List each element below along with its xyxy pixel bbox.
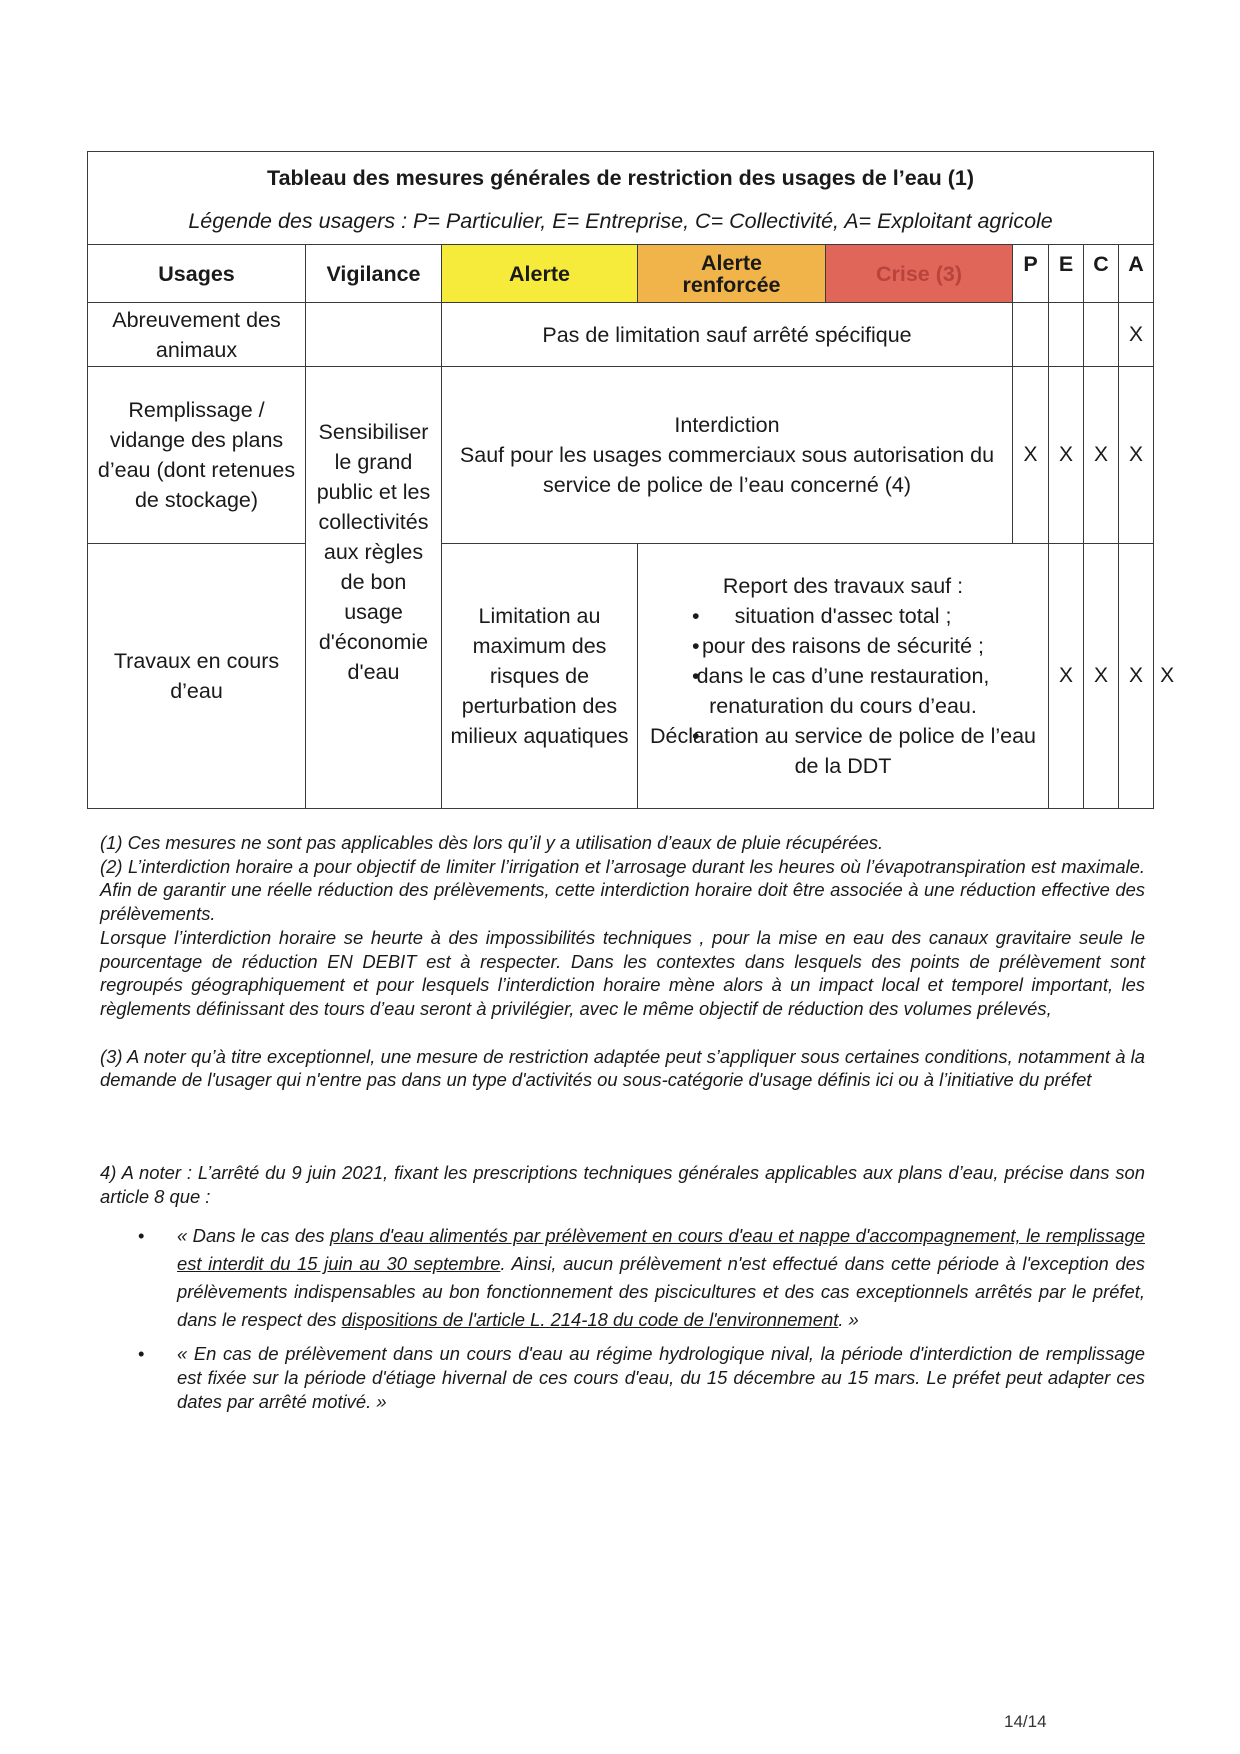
quote-1-mid: . Ainsi, aucun prélèvement n'est effectué dans cette période à l'exception des prélèvements indispensables au bon fonctionnement des piscicultures et des cas exceptionnels arrêtés par le préfet, dans le respect des [177,1253,1146,1331]
usage-cell: Remplissage / vidange des plans d’eau (dont retenues de stockage) [88,367,306,544]
restriction-table [87,151,1175,809]
header-alerte-renforcee-line2: renforcée [682,272,781,297]
list-item: • Déclaration au service de police de l’eau de la DDT [644,721,1042,781]
mark-c: X [1084,367,1119,544]
footnote-1: (1) Ces mesures ne sont pas applicables dès lors qu’il y a utilisation d’eaux de pluie récupérées. [100,832,884,853]
mark-a: X [1119,367,1154,544]
mark-e [1049,303,1084,367]
mesure-exception: Sauf pour les usages commerciaux sous autorisation du service de police de l’eau concerné (4) [459,443,995,497]
renforcee-crise-cell [638,544,1049,809]
mark-c [1084,303,1119,367]
report-travaux-list [644,601,1042,781]
header-vigilance: Vigilance [306,245,442,303]
mark-c: X [1119,544,1154,809]
table-row-travaux: Travaux en cours d’eau Limitation au maximum des risques de perturbation des milieux aquatiques Report des travaux sauf : • situation d'assec total ; • pour des raisons de sécurité ; • dans le cas d’une restauration, renaturation du cours d’eau. • Déclaration au service de police de l’eau de la DDT X X X X [88,544,1154,809]
table-title-cell [88,152,1154,245]
list-item: • pour des raisons de sécurité ; [644,631,1042,661]
footnote-2a: (2) L’interdiction horaire a pour objectif de limiter l’irrigation et l’arrosage durant les heures où l’évapotranspiration est maximale. Afin de garantir une réelle réduction des prélèvements, cette interdiction horaire doit être associée à une réduction effective des prélèvements. [100,855,1145,925]
header-c: C [1084,245,1119,303]
page-number: 14/14 [1004,1712,1047,1731]
footnote-4: 4) A noter : L’arrêté du 9 juin 2021, fixant les prescriptions techniques générales applicables aux plans d’eau, précise dans son article 8 que : [100,1162,1145,1207]
table-legend: Légende des usagers : P= Particulier, E= Entreprise, C= Collectivité, A= Exploitant agricole [188,208,1053,233]
header-alerte-renforcee [638,245,826,303]
header-alerte: Alerte [442,245,638,303]
quote-1-end: . » [838,1309,859,1331]
header-a: A [1119,245,1154,303]
mark-e: X [1084,544,1119,809]
table-title: Tableau des mesures générales de restriction des usages de l’eau (1) [267,165,975,190]
header-usages: Usages [88,245,306,303]
quote-item-2: • « En cas de prélèvement dans un cours d'eau au régime hydrologique nival, la période d'interdiction de remplissage est fixée sur la période d'étiage hivernal de ces cours d'eau, du 15 décembre au 15 mars. Le préfet peut adapter ces dates par arrêté motivé. » [100,1342,1145,1413]
header-crise: Crise (3) [826,245,1013,303]
quote-item-1 [100,1222,1145,1334]
quote-1-link2[interactable]: dispositions de l'article L. 214-18 du code de l'environnement [341,1309,839,1331]
footnote-3: (3) A noter qu’à titre exceptionnel, une mesure de restriction adaptée peut s’appliquer sous certaines conditions, notamment à la demande de l'usager qui n'entre pas dans un type d'activités ou sous-catégorie d'usage définis ici ou à l’initiative du préfet [100,1045,1145,1091]
quote-1-link[interactable]: plans d'eau alimentés par prélèvement en cours d'eau et nappe d'accompagnement, le remplissage est interdit du 15 juin au 30 septembre [177,1225,1145,1275]
mesure-cell [442,367,1013,544]
footnotes [100,831,1145,1422]
usage-cell: Abreuvement des animaux [88,303,306,367]
table-row-remplissage [88,367,1154,544]
footnote-2b: Lorsque l’interdiction horaire se heurte à des impossibilités techniques , pour la mise en eau des canaux gravitaire seule le pourcentage de réduction EN DEBIT est à respecter. Dans les contextes dans lesquels des points de prélèvement sont regroupés géographiquement et pour lesquels l’interdiction horaire mène alors à un impact local et temporel important, les règlements définissant des tours d’eau seront à privilégier, avec le même objectif de réduction des volumes prélevés, [100,926,1145,1019]
alerte-cell: Limitation au maximum des risques de perturbation des milieux aquatiques [442,544,638,809]
header-p: P [1013,245,1049,303]
quote-1-start: « Dans le cas des [177,1225,330,1247]
header-e: E [1049,245,1084,303]
mesure-interdiction: Interdiction [674,413,780,437]
mark-p [1013,303,1049,367]
vigilance-cell-empty [306,303,442,367]
mark-a: X [1119,303,1154,367]
report-travaux-lead: Report des travaux sauf : [722,574,964,598]
mark-p: X [1013,367,1049,544]
list-item: • dans le cas d’une restauration, renaturation du cours d’eau. [644,661,1042,721]
table-row-abreuvement [88,303,1154,367]
list-item: • situation d'assec total ; [644,601,1042,631]
article-8-quotes [100,1222,1145,1413]
mark-p: X [1049,544,1084,809]
vigilance-cell: Sensibiliser le grand public et les collectivités aux règles de bon usage d'économie d'eau [306,367,442,809]
header-alerte-renforcee-line1: Alerte [701,250,762,275]
usage-cell: Travaux en cours d’eau [88,544,306,809]
mark-e: X [1049,367,1084,544]
mesure-cell: Pas de limitation sauf arrêté spécifique [442,303,1013,367]
